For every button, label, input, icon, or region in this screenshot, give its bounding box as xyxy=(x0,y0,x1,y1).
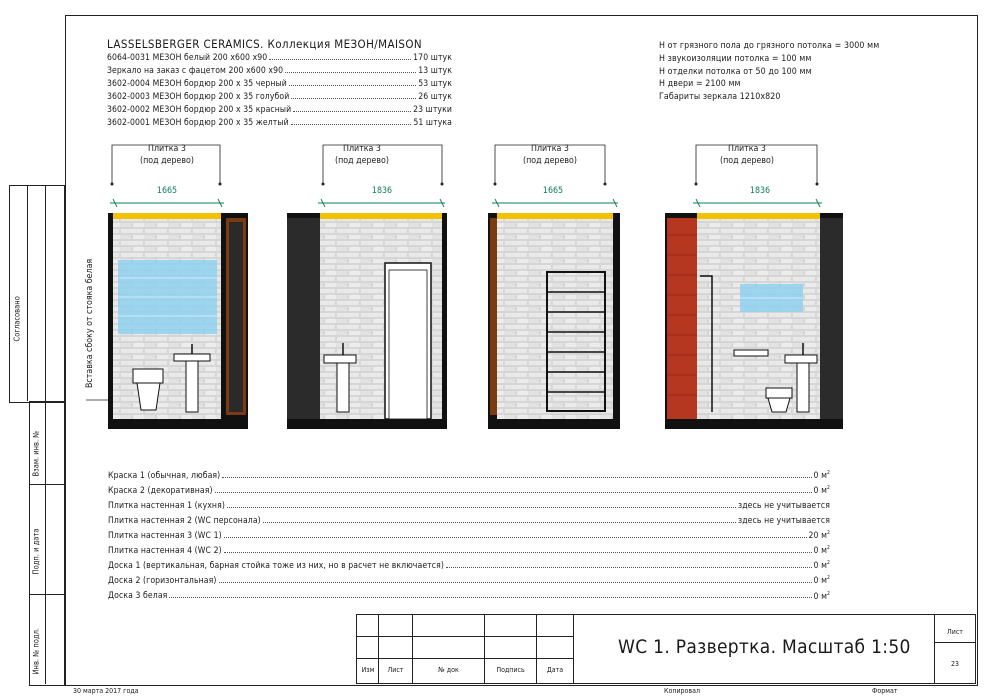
note-line: Н отделки потолка от 50 до 100 мм xyxy=(659,66,812,77)
summary-row: Плитка настенная 4 (WC 2) 0 $м^2$ xyxy=(108,545,830,557)
dimension-lines xyxy=(110,199,822,207)
elevation-2 xyxy=(287,213,447,429)
dimension-4: 1836 xyxy=(749,186,771,196)
footer-format: Формат xyxy=(872,687,898,695)
leader-brackets xyxy=(112,145,817,183)
sheet-label: Лист xyxy=(947,628,963,636)
stamp-row-1 xyxy=(29,484,64,485)
spec-row: 3602-0001 МЕЗОН бордюр 200 х 35 желтый 51 штука xyxy=(107,117,452,128)
summary-row: Доска 1 (вертикальная, барная стойка тоже из них, но в расчет не включается) 0 $м^2$ xyxy=(108,560,830,572)
summary-row: Доска 2 (горизонтальная) 0 $м^2$ xyxy=(108,575,830,587)
summary-row: Доска 3 белая 0 $м^2$ xyxy=(108,590,830,602)
spec-title: LASSELSBERGER CERAMICS. Коллекция МЕЗОН/MAISON xyxy=(107,37,423,51)
finish-summary xyxy=(108,467,830,603)
note-line: Н двери = 2100 мм xyxy=(659,79,741,90)
spec-row: 3602-0004 МЕЗОН бордюр 200 х 35 черный 53 штук xyxy=(107,78,452,89)
sign-date-label: Подп. и дата xyxy=(31,528,41,575)
elevation-label-4: Плитка 3 (под дерево) xyxy=(720,144,774,166)
col-list: Лист xyxy=(387,666,404,674)
elevation-label-1: Плитка 3 (под дерево) xyxy=(140,144,194,166)
sheet-number: 23 xyxy=(950,660,959,668)
spec-row: 3602-0002 МЕЗОН бордюр 200 х 35 красный 23 штуки xyxy=(107,104,452,115)
spec-row: 3602-0003 МЕЗОН бордюр 200 х 35 голубой 26 штук xyxy=(107,91,452,102)
summary-row: Плитка настенная 1 (кухня) здесь не учитывается xyxy=(108,500,830,511)
approved-label: Согласовано xyxy=(12,296,22,342)
elevation-4 xyxy=(665,213,843,429)
dimension-1: 1665 xyxy=(156,186,178,196)
footer-copied: Копировал xyxy=(664,687,700,695)
summary-row: Плитка настенная 2 (WC персонала) здесь не учитывается xyxy=(108,516,830,527)
stamp-row-2 xyxy=(29,594,64,595)
col-date: Дата xyxy=(546,666,564,674)
dimension-2: 1836 xyxy=(371,186,393,196)
col-izm: Изм xyxy=(361,666,375,674)
dimension-3: 1665 xyxy=(542,186,564,196)
spec-row: 6064-0031 МЕЗОН белый 200 х600 х90 170 штук xyxy=(107,53,452,63)
note-line: Н звукоизоляции потолка = 100 мм xyxy=(659,53,812,64)
inv-orig-label: Инв. № подл. xyxy=(31,627,41,675)
drawing-title: WC 1. Развертка. Масштаб 1:50 xyxy=(618,636,911,658)
summary-row: Плитка настенная 3 (WC 1) 20 $м^2$ xyxy=(108,530,830,542)
footer-date: 30 марта 2017 года xyxy=(73,687,139,695)
elevation-label-3: Плитка 3 (под дерево) xyxy=(523,144,577,166)
summary-row: Краска 1 (обычная, любая) 0 $м^2$ xyxy=(108,470,830,481)
col-sign: Подпись xyxy=(496,666,525,674)
title-block xyxy=(356,614,976,684)
note-line: Габариты зеркала 1210х820 xyxy=(659,92,781,103)
col-doc: № док xyxy=(438,666,459,674)
elevation-3 xyxy=(488,213,620,429)
summary-row: Краска 2 (декоративная) 0 $м^2$ xyxy=(108,485,830,496)
elevation-label-2: Плитка 3 (под дерево) xyxy=(335,144,389,166)
leader-dots xyxy=(111,183,819,186)
spec-row: Зеркало на заказ с фацетом 200 х600 х90 13 штук xyxy=(107,65,452,76)
replace-inv-label: Взам. инв. № xyxy=(31,430,41,477)
side-note: Вставка сбоку от стояка белая xyxy=(85,258,95,388)
elevation-1 xyxy=(108,213,248,429)
note-line: Н от грязного пола до грязного потолка = 3000 мм xyxy=(659,41,880,51)
